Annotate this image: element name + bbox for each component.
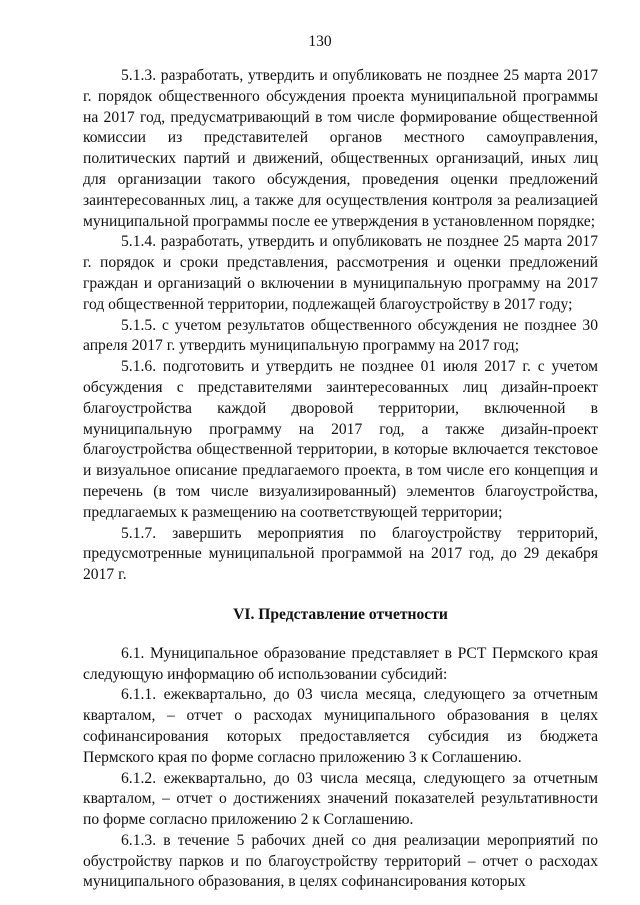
paragraph-6-1-3: 6.1.3. в течение 5 рабочих дней со дня реализации мероприятий по обустройству парков и по благоустройству территорий – отчет о расходах муниципального образования, в целях софинансирования которых [83, 831, 598, 891]
paragraph-5-1-6: 5.1.6. подготовить и утвердить не позднее 01 июля 2017 г. с учетом обсуждения с представителями заинтересованных лиц дизайн-проект благоустройства каждой дворовой территории, включенной в муниципальную программу на 2017 год, а также дизайн-проект благоустройства общественной территории, в которые включается текстовое и визуальное описание предлагаемого проекта, в том числе его концепция и перечень (в том числе визуализированный) элементов благоустройства, предлагаемых к размещению на соответствующей территории; [83, 358, 598, 521]
paragraph-6-1-1: 6.1.1. ежеквартально, до 03 числа месяца, следующего за отчетным кварталом, – отчет о расходах муниципального образования в целях софинансирования которых предоставляется субсидия из бюджета Пермского края по форме согласно приложению 3 к Соглашению. [83, 686, 598, 766]
paragraph-5-1-3: 5.1.3. разработать, утвердить и опубликовать не позднее 25 марта 2017 г. порядок общественного обсуждения проекта муниципальной программы на 2017 год, предусматривающий в том числе формирование общественной комиссии из представителей органов местного самоуправления, политических партий и движений, общественных организаций, иных лиц для организации такого обсуждения, проведения оценки предложений заинтересованных лиц, а также для осуществления контроля за реализацией муниципальной программы после ее утверждения в установленном порядке; [83, 67, 598, 230]
page-number: 130 [308, 33, 332, 50]
section-heading: VI. Представление отчетности [233, 605, 448, 623]
paragraph-6-1: 6.1. Муниципальное образование представляет в РСТ Пермского края следующую информацию об использовании субсидий: [83, 644, 598, 683]
document-body [83, 66, 598, 893]
paragraph-5-1-7: 5.1.7. завершить мероприятия по благоустройству территорий, предусмотренные муниципальной программой на 2017 год, до 29 декабря 2017 г. [83, 524, 598, 584]
paragraph-5-1-5: 5.1.5. с учетом результатов общественного обсуждения не позднее 30 апреля 2017 г. утвердить муниципальную программу на 2017 год; [83, 316, 598, 355]
paragraph-5-1-4: 5.1.4. разработать, утвердить и опубликовать не позднее 25 марта 2017 г. порядок и сроки представления, рассмотрения и оценки предложений граждан и организаций о включении в муниципальную программу на 2017 год общественной территории, подлежащей благоустройству в 2017 году; [83, 233, 598, 313]
paragraph-6-1-2: 6.1.2. ежеквартально, до 03 числа месяца, следующего за отчетным кварталом, – отчет о достижениях значений показателей результативности по форме согласно приложению 2 к Соглашению. [83, 769, 598, 829]
